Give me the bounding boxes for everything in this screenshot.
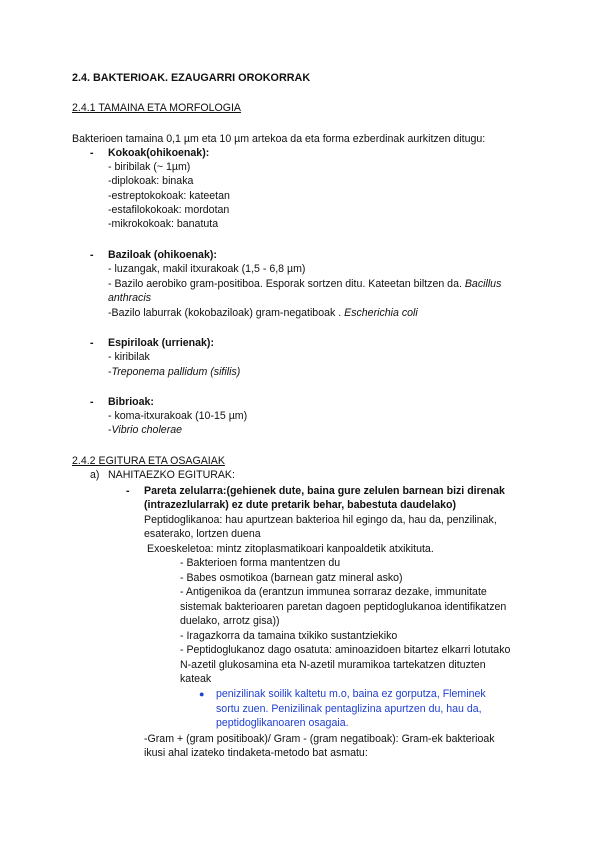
list-item-prefix: -: [108, 366, 112, 378]
paragraph: Peptidoglikanoa: hau apurtzean bakterioa hil egingo da, hau da, penzilinak,: [144, 514, 497, 526]
bullet-dash: -: [126, 485, 130, 497]
bullet-dash: -: [90, 337, 94, 349]
list-item-text: - Bazilo aerobiko gram-positiboa. Esporak sortzen ditu. Kateetan biltzen da.: [108, 278, 465, 290]
paragraph: Exoeskeletoa: mintz zitoplasmatikoari kanpoaldetik atxikituta.: [147, 543, 434, 555]
bullet-dash: -: [90, 249, 94, 261]
note-text: penizilinak soilik kaltetu m.o, baina ez gorputza, Fleminek: [216, 688, 486, 700]
list-item: - luzangak, makil itxurakoak (1,5 - 6,8 µm): [108, 263, 306, 275]
list-item: - kiribilak: [108, 351, 150, 363]
list-item: -estreptokokoak: kateetan: [108, 190, 230, 202]
paragraph: -Gram + (gram positiboak)/ Gram - (gram negatiboak): Gram-ek bakterioak: [144, 733, 495, 745]
list-item: - koma-itxurakoak (10-15 µm): [108, 410, 248, 422]
species-name: Escherichia coli: [344, 307, 418, 319]
list-item-prefix: -: [108, 424, 112, 436]
list-item: -diplokoak: binaka: [108, 175, 194, 187]
list-item: -estafilokokoak: mordotan: [108, 204, 230, 216]
pareta-title: Pareta zelularra:(gehienek dute, baina gure zelulen barnean bizi direnak: [144, 485, 505, 497]
list-item-text: -Bazilo laburrak (kokobaziloak) gram-negatiboak .: [108, 307, 345, 319]
list-item: N-azetil glukosamina eta N-azetil muramikoa tartekatzen dituzten: [180, 659, 486, 671]
list-item: duelako, arrotz gisa)): [180, 615, 280, 627]
species-name: Bacillus: [464, 278, 502, 290]
bullet-dot: ●: [199, 689, 205, 699]
list-item: [108, 424, 182, 437]
note-text: peptidoglikanoaren osagaia.: [216, 717, 349, 729]
paragraph: ikusi ahal izateko tindaketa-metodo bat asmatu:: [144, 747, 368, 759]
list-item: [108, 307, 418, 320]
section-title-egitura: 2.4.2 EGITURA ETA OSAGAIAK: [72, 455, 225, 467]
bullet-dash: -: [90, 396, 94, 408]
bibrioak-title: Bibrioak:: [108, 396, 154, 408]
kokoak-title: Kokoak(ohikoenak):: [108, 147, 210, 159]
species-name: Vibrio cholerae: [111, 424, 183, 436]
sub-list-marker: a): [90, 469, 100, 481]
note-text: sortu zuen. Penizilinak pentaglizina apurtzen du, hau da,: [216, 703, 482, 715]
species-name: Treponema pallidum (sifilis): [111, 366, 241, 378]
list-item: - biribilak (~ 1µm): [108, 161, 191, 173]
list-item: - Bakterioen forma mantentzen du: [180, 557, 341, 569]
espiriloak-title: Espiriloak (urrienak):: [108, 337, 214, 349]
section-title-morfologia: 2.4.1 TAMAINA ETA MORFOLOGIA: [72, 102, 241, 114]
main-heading: 2.4. BAKTERIOAK. EZAUGARRI OROKORRAK: [72, 72, 311, 84]
paragraph: esaterako, lortzen duena: [144, 528, 261, 540]
list-item: - Antigenikoa da (erantzun immunea sorraraz dezake, immunitate: [180, 586, 487, 598]
list-item: sistemak bakterioaren paretan dagoen peptidoglukanoa identifikatzen: [180, 601, 507, 613]
list-item: [108, 278, 501, 291]
list-item: -mikrokokoak: banatuta: [108, 218, 219, 230]
list-item: [108, 366, 240, 379]
baziloak-title: Baziloak (ohikoenak):: [108, 249, 217, 261]
list-item: - Peptidoglukanoz dago osatuta: aminoazidoen bitartez elkarri lotutako: [180, 644, 511, 656]
pareta-title: (intrazezlularrak) ez dute pretarik behar, babestuta daudelako): [144, 499, 457, 511]
list-item: - Iragazkorra da tamaina txikiko sustantziekiko: [180, 630, 398, 642]
list-item: - Babes osmotikoa (barnean gatz mineral asko): [180, 572, 403, 584]
species-name: anthracis: [108, 292, 151, 304]
intro-paragraph: Bakterioen tamaina 0,1 µm eta 10 µm artekoa da eta forma ezberdinak aurkitzen ditugu:: [72, 133, 486, 145]
sub-section-title: NAHITAEZKO EGITURAK:: [108, 469, 235, 481]
list-item: kateak: [180, 673, 212, 685]
bullet-dash: -: [90, 147, 94, 159]
